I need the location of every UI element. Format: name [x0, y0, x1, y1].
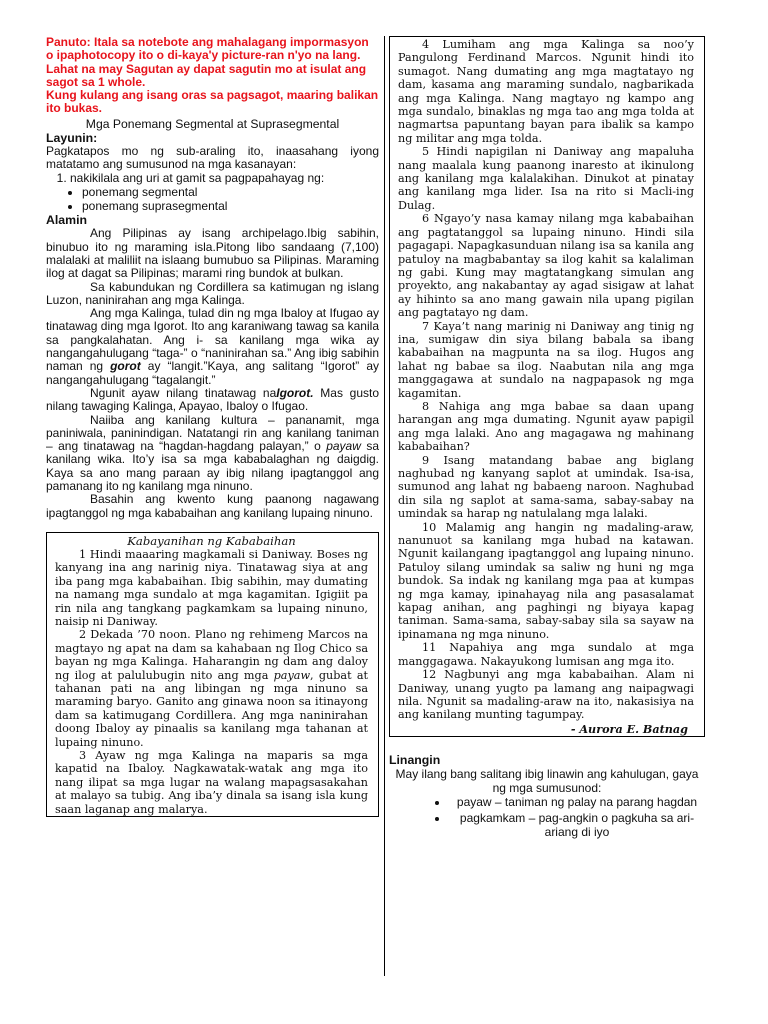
story-text-right [398, 38, 694, 722]
objective-item [70, 171, 379, 213]
s2-payaw: payaw [273, 668, 311, 682]
story-paragraph-8: 8 Nahiga ang mga babae sa daan upang harangan ang mga dumating. Ngunit ayaw papigil ang mga lalaki. Ano ang magagawa ng mahinang kababaihan? [398, 399, 694, 454]
story-paragraph-12: 12 Nagbunyi ang mga kababaihan. Alam ni Daniway, unang yugto pa lamang ang naipagwagi nila. Ngunit sa madaling-araw na ito, nakasisiya na ang kanilang munting tagumpay. [398, 668, 694, 722]
instruction-3: Kung kulang ang isang oras sa pagsagot, maaring balikan ito bukas. [46, 88, 379, 116]
story-paragraph-7: 7 Kaya’t nang marinig ni Daniway ang tinig ng ina, sumigaw din siya bilang babala sa ibang kababaihan na magpunta na sa ilog. Hugos ang lahat ng babae sa ilog. Naabutan nila ang mga manggagawa at sundalo na nagpapasok ng mga kagamitan. [398, 319, 694, 400]
p3-text-a: Ang mga Kalinga, tulad din ng mga Ibaloy at Ifugao ay tinatawag ding mga Igorot. Ito ang karaniwang tawag sa kanila sa pangkalahatan. Ang i- sa kanilang mga wika ay nangangahulugang “taga-” o “naninirahan sa.” Ang ibig sabihin naman ng [46, 306, 379, 374]
p3-gorot: gorot [110, 359, 141, 374]
layunin-heading: Layunin: [46, 130, 98, 145]
p4-igorot: Igorot. [276, 385, 314, 400]
objective-list [46, 171, 379, 213]
s2-text-a: 2 Dekada ’70 noon. Plano ng rehimeng Marcos na magtayo ng apat na dam sa kahabaan ng Ilog Chico sa bayan ng mga Kalinga. Haharangin ng dam ang daloy ng ilog at palulubugin nito ang mga [55, 628, 368, 682]
linangin-intro: May ilang bang salitang ibig linawin ang kahulugan, gaya ng mga sumusunod: [395, 766, 699, 795]
p4-text-b: Mas gusto nilang tawaging Kalinga, Apayao, Ibaloy o Ifugao. [46, 385, 380, 414]
subitem-suprasegmental: • ponemang suprasegmental [82, 199, 379, 213]
subitem-segmental: • ponemang segmental [82, 185, 379, 199]
instruction-2: Lahat na may Sagutan ay dapat sagutin mo at isulat ang sagot sa 1 whole. [46, 61, 367, 89]
alamin-paragraph-1: Ang Pilipinas ay isang archipelago.Ibig sabihin, binubuo ito ng maraming isla.Pitong libo sandaang (7,100) malalaki at maliliit na islaang bumubuo sa Pilipinas. Maraming ilog at dagat sa Pilipinas; marami ring bundok at bulkan. [46, 226, 379, 281]
column-divider [384, 36, 385, 976]
objective-text: nakikilala ang uri at gamit sa pagpapahayag ng: [70, 171, 325, 186]
story-paragraph-5: 5 Hindi napigilan ni Daniway ang mapaluha nang maalala kung paanong inaresto at ikinulong ang kanilang mga kalalakihan. Dinukot at pinatay ang kanilang mga lider. Isa na rito si Macli-ing Dulag. [398, 145, 694, 212]
p5-payaw: payaw [326, 439, 361, 454]
left-column [46, 36, 379, 817]
story-paragraph-11: 11 Napahiya ang mga sundalo at mga manggagawa. Nakayukong lumisan ang mga ito. [398, 641, 694, 668]
alamin-paragraph-6: Basahin ang kwento kung paanong nagawang ipagtanggol ng mga kababaihan ang kanilang lupaing ninuno. [46, 492, 379, 520]
story-text-left [55, 548, 368, 816]
p3-text-b: ay “langit.”Kaya, ang salitang “Igorot” ay nangangahulugang “tagalangit.” [46, 359, 379, 387]
alamin-heading: Alamin [46, 213, 87, 228]
page-title: Mga Ponemang Segmental at Suprasegmental [85, 116, 340, 131]
instruction-1: Panuto: Itala sa notebote ang mahalagang impormasyon o ipaphotocopy ito o di-kaya'y picture-ran n'yo na lang. [46, 35, 369, 63]
story-paragraph-4: 4 Lumiham ang mga Kalinga sa noo’y Pangulong Ferdinand Marcos. Ngunit hindi ito sumagot. Nang dumating ang mga magtatayo ng dam, kasama ang maraming sundalo, nagbarikada ang mga Kalinga. Nang magtayo ng kampo ang mga sundalo, binaklas ng mga tao ang mga tolda at nagmartsa papuntang bayan para ibalik sa kampo ng militar ang mga tolda. [398, 38, 694, 145]
story-paragraph-3: 3 Ayaw ng mga Kalinga na maparis sa mga kapatid na Ibaloy. Nagkawatak-watak ang mga ito nang ilipat sa mga lugar na walang mapagsasakahan at malayo sa tubig. Ang iba’y dinala sa isang isla kung saan laganap ang malarya. [55, 749, 368, 816]
story-paragraph-10: 10 Malamig ang hangin ng madaling-araw, nanunuot sa kanilang mga hubad na katawan. Ngunit kailangang ipagtanggol ang lupaing ninuno. Patuloy silang umindak sa saliw ng huni ng mga bundok. Sa indak ng kanilang mga paa at kumpas ng mga kamay, ipinahayag nila ang pasasalamat kapag anihan, ang paghingi ng biyaya kapag taniman. Sama-sama, sabay-sabay sila sa sayaw na ipinamana ng mga ninuno. [398, 520, 694, 641]
story-author: - Aurora E. Batnag [570, 721, 688, 736]
vocab-pagkamkam: • pagkamkam – pag-angkin o pagkuha sa ari-ariang di iyo [449, 811, 705, 839]
alamin-paragraph-4 [46, 387, 379, 414]
p4-text-a: Ngunit ayaw nilang tinatawag na [90, 385, 277, 400]
vocab-payaw: • payaw – taniman ng palay na parang hagdan [449, 795, 705, 809]
story-paragraph-6: 6 Ngayo’y nasa kamay nilang mga kababaihan ang pagtatanggol sa lupaing ninuno. Hindi sila pagagapi. Napagkasunduan nilang isa sa kanila ang patuloy na magbabantay sa ilog kahit sa kalaliman ng gabi. Kung may magtatangkang simulan ang proyekto, ang nakabantay ay agad sisigaw at lahat ay hihinto sa ano mang gawain nila upang pigilan ang pagtatayo ng dam. [398, 212, 694, 320]
story-paragraph-9: 9 Isang matandang babae ang biglang naghubad ng kanyang saplot at umindak. Isa-isa, sumunod ang lahat ng babaeng naroon. Naghubad din sila ng saplot at sama-sama, sabay-sabay na umindak sa harap ng natulalang mga lalaki. [398, 453, 694, 521]
right-column [389, 36, 705, 841]
p5-text-a: Naiiba ang kanilang kultura – pananamit, mga paniniwala, paninindigan. Natatangi rin ang kanilang taniman – ang tinatawag na “hagdan-hagdang palayan,” o [46, 412, 379, 454]
instructions [46, 36, 379, 116]
p5-text-b: sa kanilang wika. Ito’y isa sa mga kababalaghan ng daigdig. Kaya sa ano mang paraan ay ibig nilang ipagtanggol ang pamanang ito ng kanilang mga ninuno. [46, 439, 379, 494]
story-box-left [46, 532, 379, 817]
objective-subitems [70, 185, 379, 213]
alamin-paragraph-5 [46, 414, 379, 494]
s2-text-b: , gubat at tahanan pati na ang libingan ng mga ninuno sa maraming baryo. Ganito ang ginawa noon sa itinayong dam sa katimugang Cordillera. Ang mga naninirahan doong Ibaloy ay pinaalis sa kanilang mga tahanan at lupaing ninuno. [55, 668, 368, 749]
story-box-right [389, 36, 705, 737]
story-title: Kabayanihan ng Kababaihan [127, 533, 296, 548]
alamin-paragraph-2: Sa kabundukan ng Cordillera sa katimugan ng islang Luzon, naninirahan ang mga Kalinga. [46, 279, 379, 307]
alamin-paragraph-3 [46, 307, 379, 387]
story-paragraph-2 [55, 628, 368, 749]
story-paragraph-1: 1 Hindi maaaring magkamali si Daniway. Boses ng kanyang ina ang narinig niya. Tinatawag siya at ang iba pang mga kababaihan. Ibig sabihin, may dumating na namang mga sundalo at mga kagamitan. Igigiit pa rin nila ang tangkang pagkamkam sa lupaing ninuno, naisip ni Daniway. [55, 547, 368, 628]
linangin-section [389, 753, 705, 839]
linangin-heading: Linangin [389, 752, 441, 767]
layunin-intro: Pagkatapos mo ng sub-araling ito, inaasahang iyong matatamo ang sumusunod na mga kasanayan: [46, 143, 379, 172]
vocab-list [389, 795, 705, 839]
